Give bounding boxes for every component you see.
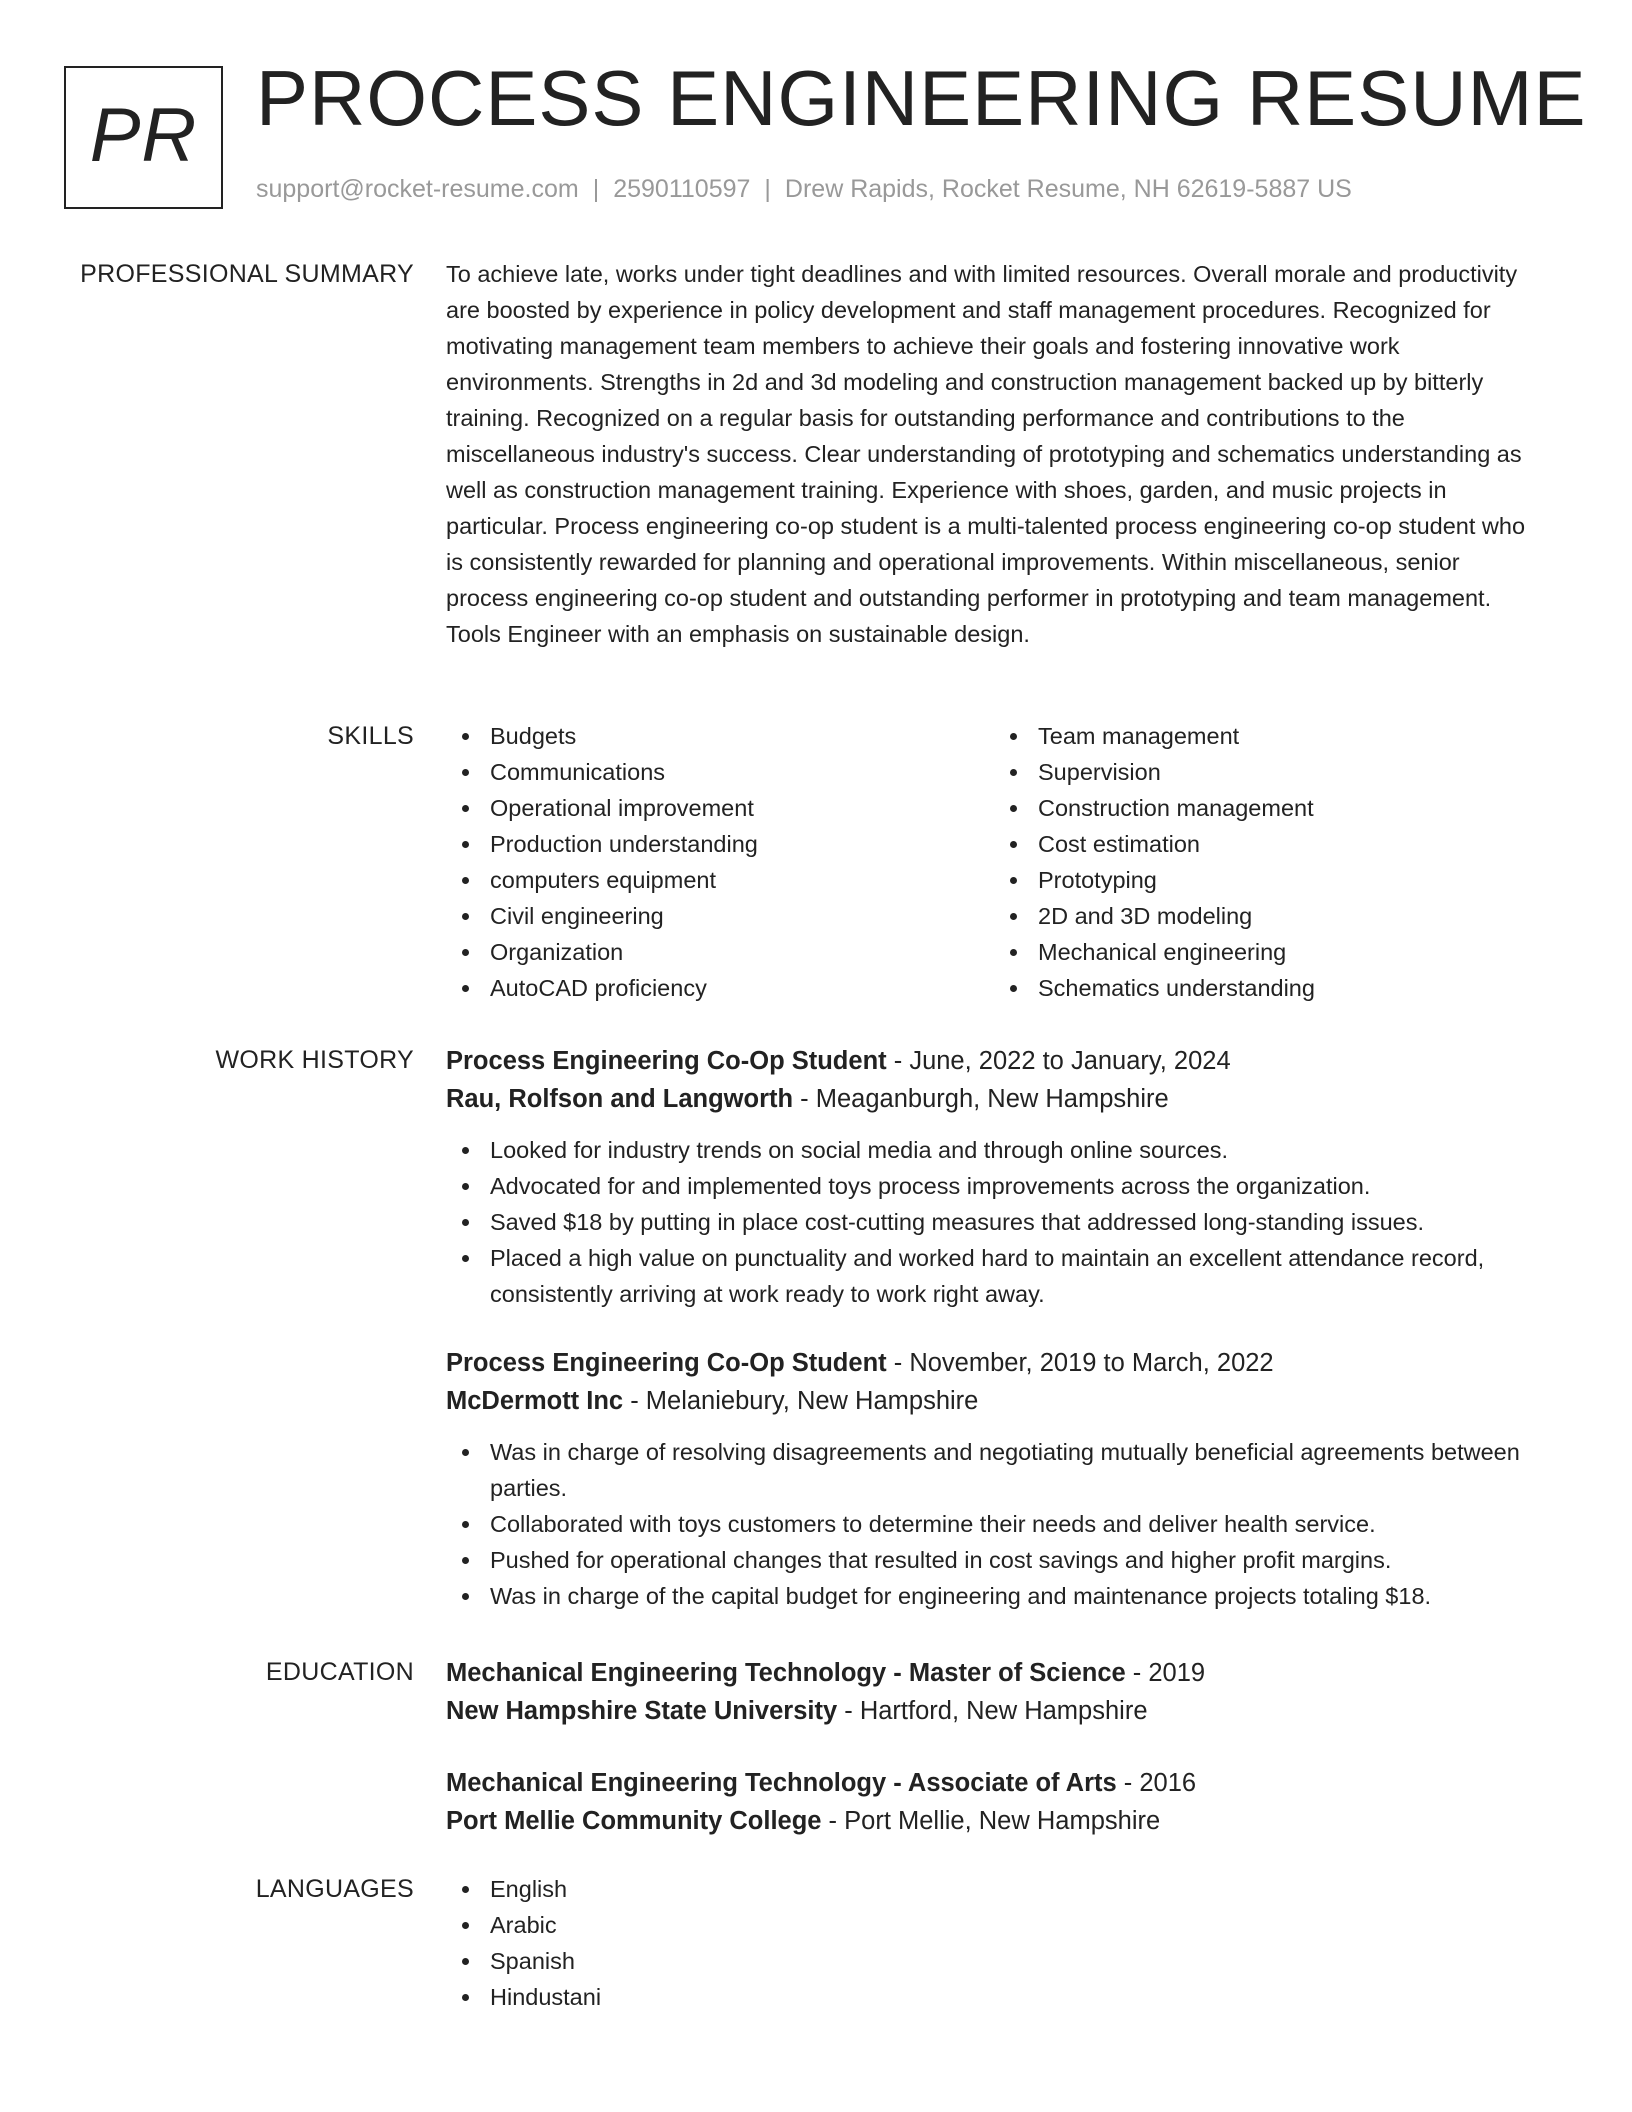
job-bullet: Was in charge of the capital budget for engineering and maintenance projects totaling $18.	[446, 1578, 1546, 1614]
skill-item: computers equipment	[446, 862, 994, 898]
job-company-line: Rau, Rolfson and Langworth - Meaganburgh, New Hampshire	[446, 1085, 1169, 1113]
skills-columns	[446, 718, 1546, 1006]
job-bullet: Saved $18 by putting in place cost-cutting measures that addressed long-standing issues.	[446, 1204, 1546, 1240]
monogram-text: PR	[89, 93, 198, 178]
education-degree-line: Mechanical Engineering Technology - Associate of Arts - 2016	[446, 1769, 1197, 1797]
job-bullets	[446, 1434, 1546, 1614]
monogram-logo	[64, 66, 223, 209]
job-location: Melaniebury, New Hampshire	[645, 1387, 979, 1415]
education-school: New Hampshire State University	[446, 1697, 838, 1725]
section-heading-languages: LANGUAGES	[255, 1875, 414, 1903]
job-dates: June, 2022 to January, 2024	[909, 1047, 1231, 1075]
education-school-line: Port Mellie Community College - Port Mellie, New Hampshire	[446, 1807, 1161, 1835]
skill-item: Construction management	[994, 790, 1542, 826]
job-title-line: Process Engineering Co-Op Student - June, 2022 to January, 2024	[446, 1047, 1231, 1075]
skills-list-right	[994, 718, 1542, 1006]
contact-separator: |	[592, 175, 600, 203]
language-item: English	[446, 1871, 1546, 1907]
education-degree: Mechanical Engineering Technology - Master of Science	[446, 1659, 1126, 1687]
languages-body	[446, 1871, 1546, 2015]
skill-item: Operational improvement	[446, 790, 994, 826]
contact-line	[256, 174, 1352, 204]
job-company: Rau, Rolfson and Langworth	[446, 1085, 794, 1113]
language-item: Hindustani	[446, 1979, 1546, 2015]
skill-item: Supervision	[994, 754, 1542, 790]
education-location: Port Mellie, New Hampshire	[844, 1807, 1161, 1835]
skills-list-left	[446, 718, 994, 1006]
section-heading-education: EDUCATION	[265, 1658, 414, 1686]
skill-item: 2D and 3D modeling	[994, 898, 1542, 934]
education-degree-line: Mechanical Engineering Technology - Master of Science - 2019	[446, 1659, 1206, 1687]
education-degree: Mechanical Engineering Technology - Associate of Arts	[446, 1769, 1117, 1797]
skill-item: Schematics understanding	[994, 970, 1542, 1006]
language-item: Spanish	[446, 1943, 1546, 1979]
education-entry	[446, 1764, 1546, 1840]
job-bullet: Placed a high value on punctuality and worked hard to maintain an excellent attendance record, consistently arriving at work ready to work right away.	[446, 1240, 1546, 1312]
page-title: PROCESS ENGINEERING RESUME	[256, 54, 1587, 142]
job-dates: November, 2019 to March, 2022	[909, 1349, 1274, 1377]
job-company: McDermott Inc	[446, 1387, 624, 1415]
contact-separator: |	[764, 175, 771, 203]
education-school-line: New Hampshire State University - Hartford, New Hampshire	[446, 1697, 1148, 1725]
job-title: Process Engineering Co-Op Student	[446, 1047, 887, 1075]
education-entries	[446, 1654, 1546, 1840]
job-location: Meaganburgh, New Hampshire	[815, 1085, 1169, 1113]
language-item: Arabic	[446, 1907, 1546, 1943]
job-bullet: Collaborated with toys customers to determine their needs and deliver health service.	[446, 1506, 1546, 1542]
skill-item: Production understanding	[446, 826, 994, 862]
job-bullet: Pushed for operational changes that resulted in cost savings and higher profit margins.	[446, 1542, 1546, 1578]
job-entry	[446, 1042, 1546, 1312]
contact-email: support@rocket-resume.com	[256, 175, 579, 203]
skill-item: Cost estimation	[994, 826, 1542, 862]
skill-item: Team management	[994, 718, 1542, 754]
education-location: Hartford, New Hampshire	[859, 1697, 1148, 1725]
job-title-line: Process Engineering Co-Op Student - November, 2019 to March, 2022	[446, 1349, 1274, 1377]
summary-text: To achieve late, works under tight deadlines and with limited resources. Overall morale and productivity are boosted by experience in policy development and staff management procedures. Recognized for motivating management team members to achieve their goals and fostering innovative work environments. Strengths in 2d and 3d modeling and construction management backed up by bitterly training. Recognized on a regular basis for outstanding performance and contributions to the miscellaneous industry's success. Clear understanding of prototyping and schematics understanding as well as construction management training. Experience with shoes, garden, and music projects in particular. Process engineering co-op student is a multi-talented process engineering co-op student who is consistently rewarded for planning and operational improvements. Within miscellaneous, senior process engineering co-op student and outstanding performer in prototyping and team management. Tools Engineer with an emphasis on sustainable design.	[446, 261, 1526, 647]
education-year: 2016	[1139, 1769, 1197, 1797]
job-bullet: Was in charge of resolving disagreements and negotiating mutually beneficial agreements between parties.	[446, 1434, 1546, 1506]
skill-item: Budgets	[446, 718, 994, 754]
education-year: 2019	[1148, 1659, 1206, 1687]
skill-item: Prototyping	[994, 862, 1542, 898]
contact-address: Drew Rapids, Rocket Resume, NH 62619-5887 US	[784, 175, 1352, 203]
skill-item: Communications	[446, 754, 994, 790]
languages-list	[446, 1871, 1546, 2015]
job-bullet: Advocated for and implemented toys process improvements across the organization.	[446, 1168, 1546, 1204]
skill-item: Organization	[446, 934, 994, 970]
job-bullets	[446, 1132, 1546, 1312]
section-heading-skills: SKILLS	[327, 722, 414, 750]
education-school: Port Mellie Community College	[446, 1807, 822, 1835]
job-entry	[446, 1344, 1546, 1614]
job-company-line: McDermott Inc - Melaniebury, New Hampshire	[446, 1387, 979, 1415]
contact-phone: 2590110597	[613, 175, 751, 203]
skill-item: Mechanical engineering	[994, 934, 1542, 970]
skill-item: AutoCAD proficiency	[446, 970, 994, 1006]
section-heading-work: WORK HISTORY	[215, 1046, 414, 1074]
work-entries	[446, 1042, 1546, 1614]
job-bullet: Looked for industry trends on social media and through online sources.	[446, 1132, 1546, 1168]
job-title: Process Engineering Co-Op Student	[446, 1349, 887, 1377]
skill-item: Civil engineering	[446, 898, 994, 934]
education-entry	[446, 1654, 1546, 1730]
section-heading-summary: PROFESSIONAL SUMMARY	[80, 260, 414, 288]
